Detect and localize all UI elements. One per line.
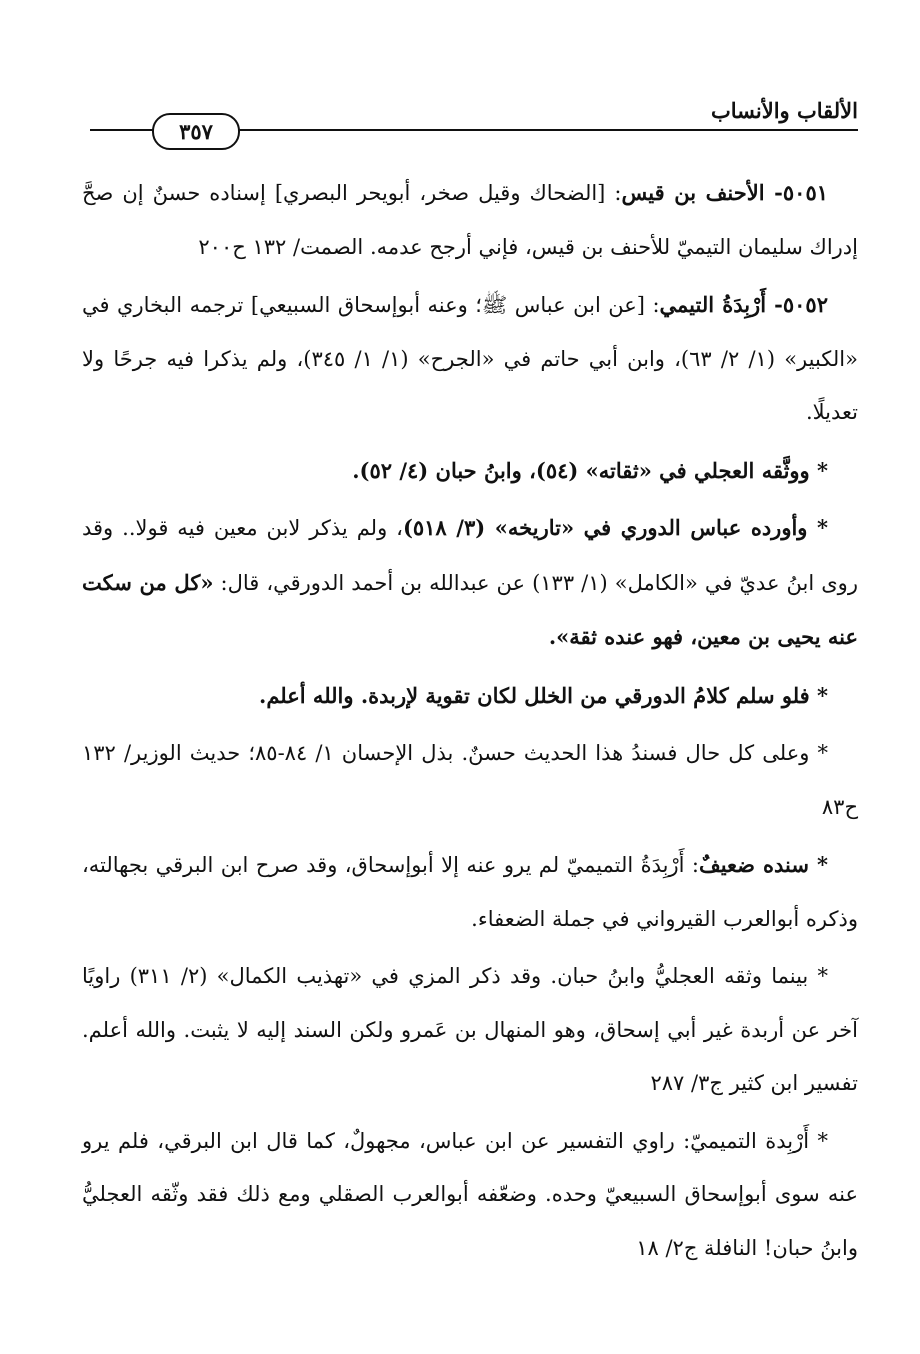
note-text: * وعلى كل حال فسندُ هذا الحديث حسنٌ. بذل الإحسان ١/ ٨٤-٨٥؛ حديث الوزير/ ١٣٢ ح٨٣ [82,741,858,819]
entry-number: ٥٠٥١- [764,180,829,205]
page-body [82,166,858,1279]
running-title: الألقاب والأنساب [710,98,858,123]
entry-text: : [عن ابن عباس ﷺ؛ وعنه أبوإسحاق السبيعي] ترجمه البخاري في «الكبير» (١/ ٢/ ٦٣)، وابن أبي حاتم في «الجرح» (١/ ١/ ٣٤٥)، ولم يذكرا فيه جرحًا ولا تعديلًا. [82,293,858,424]
entry-bracket: : [الضحاك وقيل صخر، أبويحر البصري] [265,181,622,205]
note-bold-end: «كل من سكت عنه يحيى بن معين، فهو عنده ثقة». [82,569,858,649]
note-paragraph [82,727,858,834]
entry-5051 [82,166,858,274]
note-text: * أَرْبِدة التميميّ: راوي التفسير عن ابن عباس، مجهولٌ، كما قال ابن البرقي، فلم يرو عنه سوى أبوإسحاق السبيعيّ وحده. وضعّفه أبوالعرب الصقلي ومع ذلك فقد وثّقه العجليُّ وابنُ حبان! النافلة ج٢/ ١٨ [82,1128,858,1260]
note-text: : أَرْبِدَةُ التميميّ لم يرو عنه إلا أبوإسحاق، وقد صرح ابن البرقي بجهالته، وذكره أبوالعرب القيرواني في جملة الضعفاء. [82,853,858,931]
note-bold-start: * سنده ضعيفٌ [698,852,828,877]
page-number: ٣٥٧ [152,113,240,150]
note-paragraph [82,1115,858,1276]
note-text: * ووثَّقه العجلي في «ثقاته» (٥٤)، وابنُ حبان (٤/ ٥٢). [352,457,828,483]
entry-text: إسناده حسنٌ إن صحَّ إدراك سليمان التيميّ للأحنف بن قيس، فإني أرجح عدمه. الصمت/ ١٣٢ ح٢٠٠ [82,181,858,259]
note-paragraph [82,444,858,498]
note-paragraph [82,501,858,665]
entry-5052 [82,278,858,440]
note-bold-start: * وأورده عباس الدوري في «تاريخه» (٣/ ٥١٨) [402,515,828,540]
narrator-name: الأحنف بن قيس [621,180,765,205]
note-paragraph [82,838,858,946]
note-text: * بينما وثقه العجليُّ وابنُ حبان. وقد ذكر المزي في «تهذيب الكمال» (٢/ ٣١١) راويًا آخر عن أربدة غير أبي إسحاق، وهو المنهال بن عَمرو ولكن السند إليه لا يثبت. والله أعلم. تفسير ابن كثير ج٣/ ٢٨٧ [82,964,858,1095]
entry-number: ٥٠٥٢- [766,292,828,317]
narrator-name: أَرْبِدَةُ التيمي [659,292,767,317]
note-paragraph [82,669,858,724]
note-bold-start: * فلو سلم كلامُ الدورقي من الخلل لكان تقوية لإربدة. والله أعلم. [259,682,828,708]
note-paragraph [82,950,858,1111]
note-text: ، ولم يذكر لابن معين فيه قولا.. وقد روى ابنُ عديّ في «الكامل» (١/ ١٣٣) عن عبدالله بن أحمد الدورقي، قال: [82,516,858,595]
